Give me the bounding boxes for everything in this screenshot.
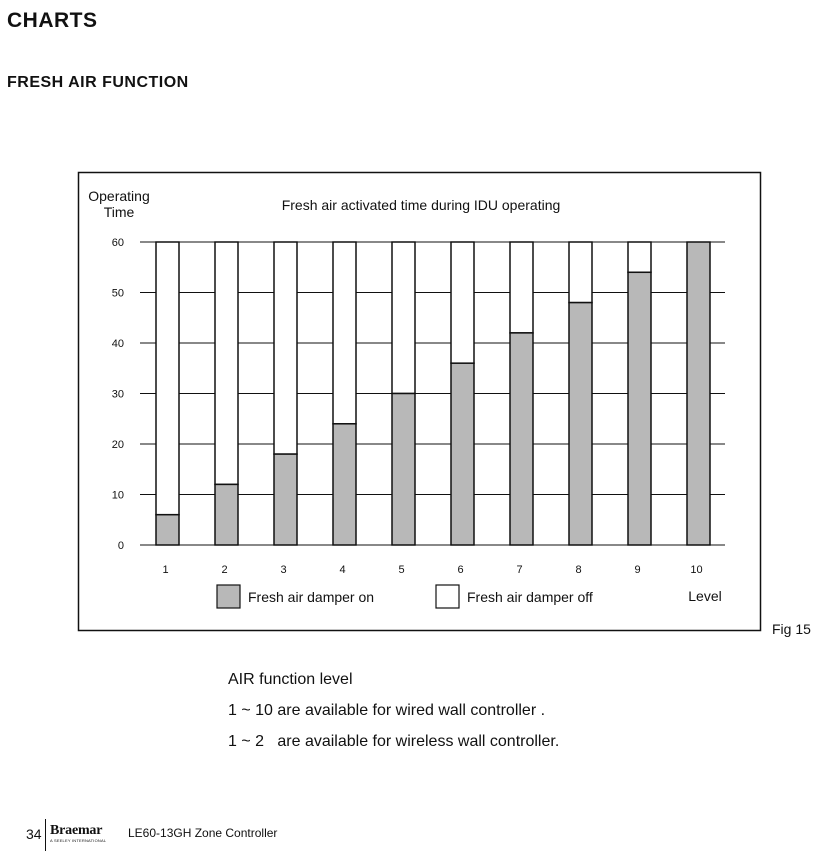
bar-damper-on xyxy=(392,394,415,546)
legend-label-damper-on: Fresh air damper on xyxy=(248,589,375,605)
bar-damper-on xyxy=(687,242,710,545)
x-tick-label: 8 xyxy=(575,564,582,576)
bar-damper-on xyxy=(333,424,356,545)
bar-damper-off xyxy=(628,242,651,272)
notes xyxy=(228,664,559,757)
chart-frame xyxy=(79,173,761,631)
legend-swatch-damper-off xyxy=(436,585,459,608)
x-tick-label: 2 xyxy=(221,564,228,576)
chart-title: Fresh air activated time during IDU operating xyxy=(281,197,561,213)
page-number: 34 xyxy=(26,826,42,842)
y-tick-label: 60 xyxy=(111,237,124,249)
brand-tagline: A SEELEY INTERNATIONAL xyxy=(50,838,107,843)
bar-damper-off xyxy=(274,242,297,454)
bar-damper-on xyxy=(215,484,238,545)
brand-name: Braemar xyxy=(50,823,103,838)
x-tick-label: 6 xyxy=(457,564,464,576)
bar-damper-off xyxy=(451,242,474,363)
figure-label: Fig 15 xyxy=(772,621,811,637)
brand-logo xyxy=(50,823,110,849)
bar-damper-off xyxy=(333,242,356,424)
y-tick-label: 10 xyxy=(111,489,124,502)
bar-damper-off xyxy=(510,242,533,333)
notes-title: AIR function level xyxy=(228,671,353,688)
legend-swatch-damper-on xyxy=(217,585,240,608)
bar-damper-off xyxy=(156,242,179,515)
x-tick-label: 10 xyxy=(690,564,703,576)
y-tick-label: 40 xyxy=(111,338,124,350)
y-axis-label-line1: Operating xyxy=(88,188,150,204)
bar-damper-on xyxy=(156,515,179,545)
x-tick-label: 7 xyxy=(516,564,523,576)
x-tick-label: 4 xyxy=(339,564,346,576)
y-tick-label: 0 xyxy=(117,540,124,552)
bar-damper-off xyxy=(215,242,238,484)
y-axis-label-line2: Time xyxy=(103,204,135,220)
legend-label-damper-off: Fresh air damper off xyxy=(467,589,593,605)
x-axis-label: Level xyxy=(688,588,722,604)
y-tick-label: 50 xyxy=(111,287,124,300)
page-heading: CHARTS xyxy=(7,9,98,32)
bar-damper-off xyxy=(569,242,592,303)
page-footer xyxy=(26,819,326,851)
notes-line-wireless: 1 ~ 2 are available for wireless wall controller. xyxy=(228,733,560,750)
y-tick-label: 30 xyxy=(111,388,124,401)
bar-damper-off xyxy=(392,242,415,394)
bar-damper-on xyxy=(510,333,533,545)
bar-damper-on xyxy=(628,272,651,545)
bar-damper-on xyxy=(451,363,474,545)
footer-divider xyxy=(45,819,46,851)
x-tick-label: 5 xyxy=(398,564,405,576)
bar-damper-on xyxy=(274,454,297,545)
section-heading: FRESH AIR FUNCTION xyxy=(7,74,189,91)
x-tick-label: 1 xyxy=(162,564,169,576)
bar-damper-on xyxy=(569,303,592,545)
y-tick-label: 20 xyxy=(111,439,124,451)
document-title: LE60-13GH Zone Controller xyxy=(128,826,278,840)
x-tick-label: 9 xyxy=(634,564,641,576)
x-tick-label: 3 xyxy=(280,564,287,576)
notes-line-wired: 1 ~ 10 are available for wired wall controller . xyxy=(228,702,546,719)
